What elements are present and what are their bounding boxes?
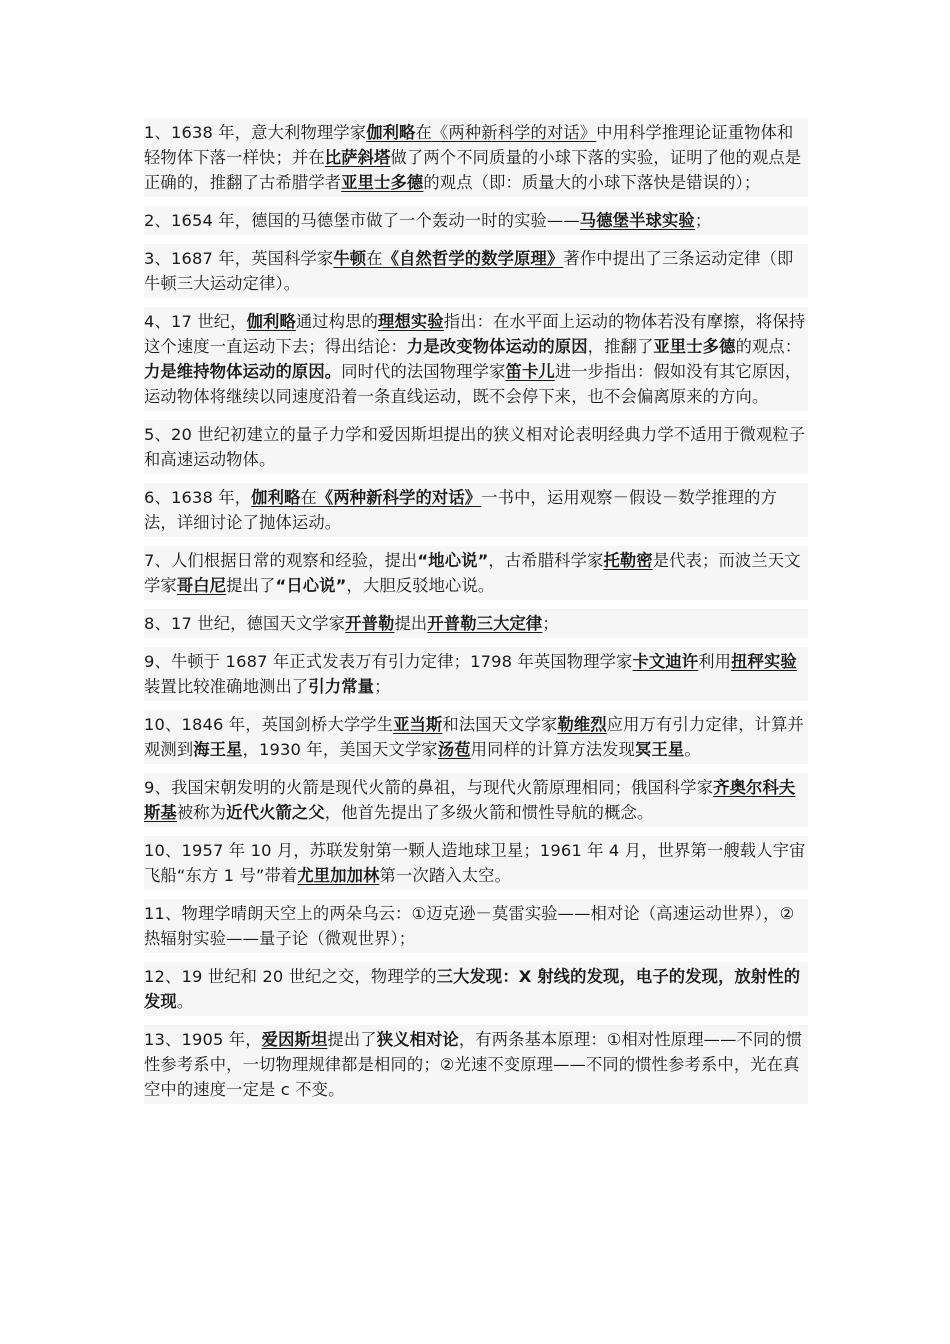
text-segment: 进一步指出：假如没有其它原因，运动物体将继续以同速度沿着一条直线运动，既不会停下来，也不会偏离原来的方向。 — [144, 362, 802, 406]
emphasized-term: 爱因斯坦 — [261, 1030, 328, 1049]
text-segment: 在 — [366, 249, 383, 268]
emphasized-term: 开普勒 — [345, 614, 395, 633]
list-item — [144, 962, 808, 1016]
text-segment: 7、人们根据日常的观察和经验，提出 — [144, 551, 418, 570]
text-segment: 9、我国宋朝发明的火箭是现代火箭的鼻祖，与现代火箭原理相同；俄国科学家 — [144, 778, 714, 797]
emphasized-term: 扭秤实验 — [731, 652, 797, 671]
text-segment: 6、1638 年， — [144, 488, 252, 507]
text-segment: 和法国天文学家 — [442, 715, 558, 734]
emphasized-term: 伽利略 — [251, 488, 301, 507]
text-segment: 用同样的计算方法发现 — [470, 740, 636, 759]
emphasized-term: 力是维持物体运动的原因。 — [144, 362, 342, 381]
text-segment: 是代表；而波兰天文学家 — [144, 551, 801, 595]
text-segment: 被称为 — [176, 803, 227, 822]
list-item — [144, 307, 808, 411]
text-segment: 10、1846 年，英国剑桥大学学生 — [144, 715, 394, 734]
text-segment: 13、1905 年， — [144, 1030, 262, 1049]
emphasized-term: 汤苞 — [437, 740, 471, 759]
text-segment: 1、1638 年，意大利物理学家 — [144, 123, 367, 142]
list-item — [144, 773, 808, 827]
emphasized-term: 冥王星 — [635, 740, 685, 759]
text-segment: 8、17 世纪，德国天文学家 — [144, 614, 346, 633]
text-segment: 同时代的法国物理学家 — [341, 362, 506, 381]
text-segment: 著作中提出了三条运动定律（即牛顿三大运动定律）。 — [144, 249, 794, 293]
text-segment: 做了两个不同质量的小球下落的实验，证明了他的观点是正确的，推翻了古希腊学者 — [144, 148, 802, 192]
text-segment: 第一次踏入太空。 — [379, 866, 511, 885]
text-segment: 中用科学推理论证重物体和轻物体下落一样快；并在 — [144, 123, 794, 167]
text-segment: ，他首先提出了多级火箭和惯性导航的概念。 — [324, 803, 654, 822]
text-segment: 在 — [300, 488, 317, 507]
text-segment: 5、20 世纪初建立的量子力学和爱因斯坦提出的狭义相对论表明经典力学不适用于微观粒子和高速运动物体。 — [144, 425, 806, 469]
text-segment: ； — [374, 677, 391, 696]
text-segment: ，有两条基本原理：①相对性原理——不同的惯性参考系中，一切物理规律都是相同的；②光速不变原理——不同的惯性参考系中，光在真空中的速度一定是 c 不变。 — [144, 1030, 803, 1099]
text-segment: ，古希腊科学家 — [488, 551, 604, 570]
emphasized-term: 亚当斯 — [393, 715, 443, 734]
text-segment: 。 — [176, 992, 194, 1011]
emphasized-term: 亚里士多德 — [653, 337, 736, 356]
list-item — [144, 244, 808, 298]
emphasized-term: 牛顿 — [333, 249, 367, 268]
list-item — [144, 1025, 808, 1104]
emphasized-term: 三大发现：X 射线的发现，电子的发现，放射性的发现 — [144, 967, 801, 1011]
text-segment: 11、物理学晴朗天空上的两朵乌云：①迈克逊－莫雷实验——相对论（高速运动世界），②热辐射实验——量子论（微观世界）； — [144, 904, 795, 948]
list-item — [144, 118, 808, 197]
emphasized-term: 近代火箭之父 — [226, 803, 325, 822]
text-segment: 应用万有引力定律，计算并观测到 — [144, 715, 804, 759]
emphasized-term: 齐奥尔科夫斯基 — [144, 778, 796, 822]
document-body — [144, 118, 808, 1113]
text-segment: 通过构思的 — [295, 312, 379, 331]
text-segment: 。 — [684, 740, 701, 759]
emphasized-term: 《两种新科学的对话》 — [316, 488, 482, 507]
emphasized-term: 勒维烈 — [557, 715, 607, 734]
text-segment: 2、1654 年，德国的马德堡市做了一个轰动一时的实验—— — [144, 211, 580, 230]
text-segment: ； — [694, 211, 712, 230]
text-segment: 在 — [415, 123, 432, 142]
list-item — [144, 546, 808, 600]
text-segment: 9、牛顿于 1687 年正式发表万有引力定律；1798 年英国物理学家 — [144, 652, 633, 671]
text-segment: 4、17 世纪， — [144, 312, 247, 331]
emphasized-term: “日心说” — [275, 576, 347, 595]
text-segment: 装置比较准确地测出了 — [144, 677, 309, 696]
text-segment: 的观点： — [735, 337, 802, 356]
emphasized-term: 海王星 — [193, 740, 243, 759]
emphasized-term: 哥白尼 — [176, 576, 227, 595]
text-segment: 《两种新科学的对话》 — [431, 123, 597, 142]
list-item — [144, 420, 808, 474]
text-segment: 利用 — [698, 652, 732, 671]
emphasized-term: 笛卡儿 — [505, 362, 555, 381]
list-item — [144, 647, 808, 701]
text-segment: ，大胆反驳地心说。 — [346, 576, 495, 595]
list-item — [144, 483, 808, 537]
emphasized-term: 伽利略 — [246, 312, 296, 331]
text-segment: 10、1957 年 10 月，苏联发射第一颗人造地球卫星；1961 年 4 月，世界第一艘载人宇宙飞船“东方 1 号”带着 — [144, 841, 806, 885]
emphasized-term: 开普勒三大定律 — [427, 614, 543, 633]
text-segment: 的观点（即：质量大的小球下落快是错误的）； — [423, 173, 761, 192]
emphasized-term: 《自然哲学的数学原理》 — [382, 249, 564, 268]
text-segment: ，推翻了 — [587, 337, 654, 356]
emphasized-term: 力是改变物体运动的原因 — [406, 337, 588, 356]
text-segment: ，1930 年，美国天文学家 — [242, 740, 438, 759]
emphasized-term: 卡文迪许 — [632, 652, 699, 671]
emphasized-term: 亚里士多德 — [341, 173, 424, 192]
emphasized-term: 理想实验 — [378, 312, 444, 331]
list-item — [144, 609, 808, 638]
list-item — [144, 836, 808, 890]
emphasized-term: “地心说” — [417, 551, 489, 570]
text-segment: 提出 — [394, 614, 428, 633]
text-segment: 指出：在水平面上运动的物体若没有摩擦，将保持这个速度一直运动下去；得出结论： — [144, 312, 806, 356]
text-segment: 12、19 世纪和 20 世纪之交，物理学的 — [144, 967, 437, 986]
emphasized-term: 托勒密 — [603, 551, 653, 570]
text-segment: 3、1687 年，英国科学家 — [144, 249, 334, 268]
emphasized-term: 马德堡半球实验 — [579, 211, 695, 230]
text-segment: ； — [542, 614, 559, 633]
emphasized-term: 比萨斜塔 — [324, 148, 391, 167]
emphasized-term: 尤里加加林 — [297, 866, 380, 885]
emphasized-term: 引力常量 — [308, 677, 375, 696]
text-segment: 一书中，运用观察－假设－数学推理的方法，详细讨论了抛体运动。 — [144, 488, 777, 532]
list-item — [144, 899, 808, 953]
text-segment: 提出了 — [327, 1030, 377, 1049]
list-item — [144, 206, 808, 235]
text-segment: 提出了 — [226, 576, 276, 595]
emphasized-term: 狭义相对论 — [376, 1030, 459, 1049]
emphasized-term: 伽利略 — [366, 123, 416, 142]
list-item — [144, 710, 808, 764]
